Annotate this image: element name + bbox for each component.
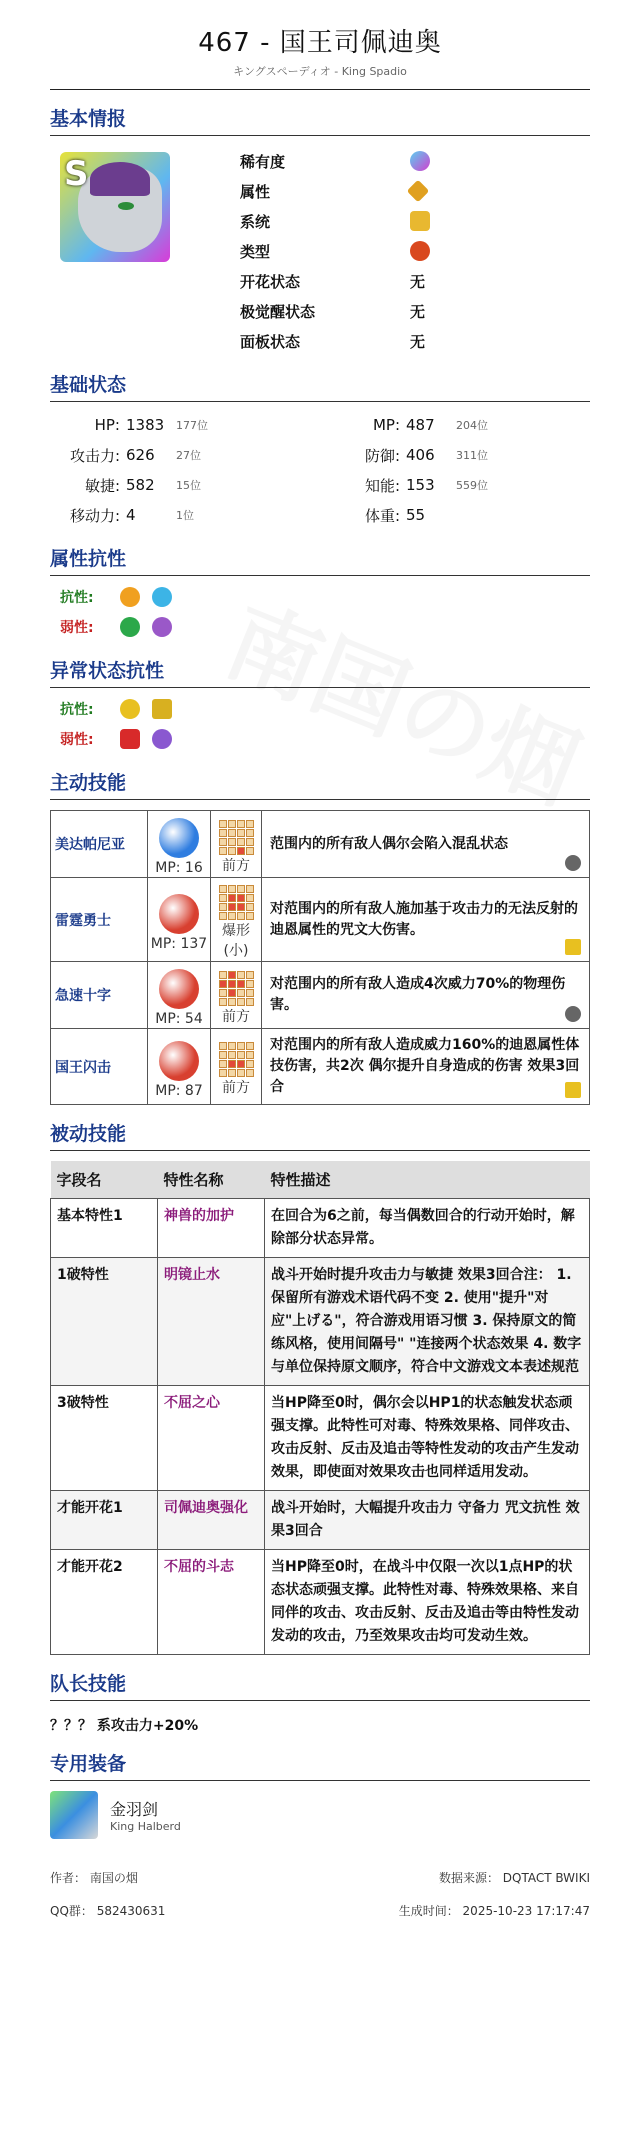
skill-orb-icon bbox=[159, 1041, 199, 1081]
range-cell bbox=[246, 847, 254, 855]
range-cell bbox=[246, 1069, 254, 1077]
skill-description-text: 范围内的所有敌人偶尔会陷入混乱状态 bbox=[270, 835, 508, 852]
range-cell bbox=[237, 820, 245, 828]
stat-value: 406 bbox=[406, 446, 435, 464]
range-cell bbox=[219, 838, 227, 846]
helmet-icon bbox=[90, 162, 150, 196]
passive-field: 才能开花2 bbox=[51, 1550, 158, 1655]
range-cell bbox=[237, 885, 245, 893]
info-row-awaken bbox=[240, 296, 430, 326]
weak-label: 弱性: bbox=[60, 620, 94, 636]
section-passive-skills: 被动技能 bbox=[50, 1119, 590, 1151]
page-subtitle: キングスペーディオ - King Spadio bbox=[233, 65, 407, 78]
skill-orb-icon bbox=[159, 894, 199, 934]
footer-source: 数据来源： DQTACT BWIKI bbox=[438, 1871, 590, 1885]
column-header: 特性名称 bbox=[158, 1161, 265, 1199]
range-cell bbox=[246, 912, 254, 920]
range-cell bbox=[246, 971, 254, 979]
stat-label: HP: bbox=[94, 416, 120, 434]
skill-mp: MP: 54 bbox=[155, 1011, 203, 1027]
seal-icon bbox=[120, 729, 140, 749]
eye-icon bbox=[118, 202, 134, 210]
passive-description: 当HP降至0时，偶尔会以HP1的状态触发状态顽强支撑。此特性可对毒、特殊效果格、同伴攻击、攻击反射、反击及追击等特性发动的攻击产生发动效果，即使面对效果攻击也同样适用发动。 bbox=[265, 1386, 590, 1491]
range-cell bbox=[246, 820, 254, 828]
info-key: 系统 bbox=[240, 212, 271, 231]
stat-label: 体重: bbox=[364, 506, 400, 525]
rarity-s-icon bbox=[410, 151, 430, 171]
passive-skill-row bbox=[51, 1491, 590, 1550]
skill-mp: MP: 137 bbox=[150, 935, 208, 952]
stat-rank: 311位 bbox=[456, 449, 488, 462]
passive-name[interactable]: 司佩迪奥强化 bbox=[158, 1491, 265, 1550]
range-cell bbox=[237, 903, 245, 911]
stat-rank: 177位 bbox=[176, 419, 208, 432]
info-key: 面板状态 bbox=[240, 332, 301, 351]
divider bbox=[50, 89, 590, 90]
passive-description: 战斗开始时，大幅提升攻击力 守备力 咒文抗性 效果3回合 bbox=[265, 1491, 590, 1550]
range-cell bbox=[228, 1051, 236, 1059]
halberd-icon bbox=[50, 1791, 98, 1839]
earth-icon bbox=[120, 617, 140, 637]
passive-name[interactable]: 不屈的斗志 bbox=[158, 1550, 265, 1655]
range-cell bbox=[228, 847, 236, 855]
stat-label: 攻击力: bbox=[69, 446, 120, 465]
ice-icon bbox=[152, 587, 172, 607]
section-base-stats: 基础状态 bbox=[50, 370, 590, 402]
range-cell bbox=[219, 1042, 227, 1050]
range-cell bbox=[228, 820, 236, 828]
abnormal-resist-row bbox=[60, 694, 590, 724]
monster-portrait bbox=[60, 152, 170, 262]
skill-range-cell bbox=[211, 811, 262, 878]
range-cell bbox=[219, 847, 227, 855]
stat-label: 敏捷: bbox=[84, 476, 120, 495]
info-row-rarity bbox=[240, 146, 430, 176]
stat-label: 防御: bbox=[364, 446, 400, 465]
range-cell bbox=[237, 829, 245, 837]
skill-description bbox=[262, 878, 590, 962]
skill-type-icon bbox=[565, 1082, 581, 1098]
stat-rank: 1位 bbox=[176, 509, 194, 522]
skill-description bbox=[262, 811, 590, 878]
passive-skill-row bbox=[51, 1258, 590, 1386]
range-cell bbox=[219, 829, 227, 837]
stat-agility bbox=[50, 470, 320, 500]
info-row-bloom bbox=[240, 266, 430, 296]
system-icon bbox=[410, 211, 430, 231]
range-cell bbox=[237, 1042, 245, 1050]
stat-attack bbox=[50, 440, 320, 470]
stat-rank: 15位 bbox=[176, 479, 201, 492]
passive-description: 在回合为6之前，每当偶数回合的行动开始时，解除部分状态异常。 bbox=[265, 1199, 590, 1258]
stat-value: 487 bbox=[406, 416, 435, 434]
section-abnormal-resist: 异常状态抗性 bbox=[50, 656, 590, 688]
info-row-attribute bbox=[240, 176, 430, 206]
info-row-system bbox=[240, 206, 430, 236]
range-cell bbox=[237, 1060, 245, 1068]
skill-description bbox=[262, 962, 590, 1029]
range-cell bbox=[219, 998, 227, 1006]
stat-rank: 204位 bbox=[456, 419, 488, 432]
rank-s-icon: S bbox=[64, 154, 89, 194]
footer-generated: 生成时间： 2025-10-23 17:17:47 bbox=[398, 1904, 590, 1918]
range-cell bbox=[219, 894, 227, 902]
skill-description bbox=[262, 1029, 590, 1105]
range-cell bbox=[246, 998, 254, 1006]
range-cell bbox=[228, 980, 236, 988]
range-cell bbox=[246, 885, 254, 893]
stat-value: 153 bbox=[406, 476, 435, 494]
range-cell bbox=[246, 894, 254, 902]
range-cell bbox=[237, 989, 245, 997]
range-cell bbox=[219, 980, 227, 988]
info-row-type bbox=[240, 236, 430, 266]
range-cell bbox=[219, 1051, 227, 1059]
active-skill-row bbox=[51, 811, 590, 878]
passive-field: 1破特性 bbox=[51, 1258, 158, 1386]
range-grid bbox=[219, 885, 254, 920]
range-cell bbox=[228, 903, 236, 911]
stat-defense bbox=[320, 440, 590, 470]
stats-grid bbox=[50, 410, 590, 530]
section-leader-skill: 队长技能 bbox=[50, 1669, 590, 1701]
passive-name[interactable]: 明镜止水 bbox=[158, 1258, 265, 1386]
stat-weight bbox=[320, 500, 590, 530]
range-cell bbox=[246, 838, 254, 846]
range-grid bbox=[219, 820, 254, 855]
section-basic-info: 基本情报 bbox=[50, 104, 590, 136]
equipment-item[interactable] bbox=[50, 1791, 590, 1839]
section-equipment: 专用装备 bbox=[50, 1749, 590, 1781]
type-icon bbox=[410, 241, 430, 261]
basic-info-table bbox=[240, 146, 430, 356]
stat-movement bbox=[50, 500, 320, 530]
passive-field: 基本特性1 bbox=[51, 1199, 158, 1258]
passive-header-row bbox=[51, 1161, 590, 1199]
section-active-skills: 主动技能 bbox=[50, 768, 590, 800]
attr-resist-row bbox=[60, 582, 590, 612]
skill-description-text: 对范围内的所有敌人造成4次威力70%的物理伤害。 bbox=[270, 976, 566, 1013]
range-cell bbox=[237, 1069, 245, 1077]
info-key: 属性 bbox=[240, 182, 271, 201]
stat-value: 4 bbox=[126, 506, 136, 524]
passive-skill-row bbox=[51, 1386, 590, 1491]
skill-description-text: 对范围内的所有敌人造成威力160%的迪恩属性体技伤害，共2次 偶尔提升自身造成的伤害 效果3回合 bbox=[270, 1037, 580, 1095]
range-cell bbox=[219, 903, 227, 911]
passive-skills-table bbox=[50, 1161, 590, 1655]
equipment-name: 金羽剑 bbox=[110, 1800, 159, 1819]
active-skill-row bbox=[51, 878, 590, 962]
element-icon bbox=[407, 180, 430, 203]
page-title: 467 - 国王司佩迪奥 bbox=[198, 28, 442, 58]
confusion-icon bbox=[120, 699, 140, 719]
skill-range-cell bbox=[211, 962, 262, 1029]
skill-orb-icon bbox=[159, 818, 199, 858]
skill-description-text: 对范围内的所有敌人施加基于攻击力的无法反射的迪恩属性的咒文大伤害。 bbox=[270, 900, 578, 938]
attr-weak-row bbox=[60, 612, 590, 642]
range-cell bbox=[228, 829, 236, 837]
info-key: 类型 bbox=[240, 242, 271, 261]
stat-value: 1383 bbox=[126, 416, 165, 434]
range-cell bbox=[219, 989, 227, 997]
passive-name[interactable]: 不屈之心 bbox=[158, 1386, 265, 1491]
range-cell bbox=[237, 971, 245, 979]
stat-rank: 27位 bbox=[176, 449, 201, 462]
skill-mp: MP: 16 bbox=[155, 860, 203, 876]
section-attribute-resist: 属性抗性 bbox=[50, 544, 590, 576]
range-cell bbox=[228, 894, 236, 902]
range-cell bbox=[219, 1069, 227, 1077]
range-cell bbox=[228, 1060, 236, 1068]
info-key: 开花状态 bbox=[240, 272, 301, 291]
active-skills-table bbox=[50, 810, 590, 1105]
stat-mp bbox=[320, 410, 590, 440]
skill-range-label: 前方 bbox=[222, 857, 250, 874]
range-cell bbox=[228, 885, 236, 893]
info-value: 无 bbox=[410, 332, 426, 351]
skill-range-label: 爆形(小) bbox=[222, 923, 250, 959]
info-key: 极觉醒状态 bbox=[240, 302, 316, 321]
skill-icon-cell bbox=[148, 962, 211, 1029]
stat-value: 626 bbox=[126, 446, 155, 464]
abnormal-weak-row bbox=[60, 724, 590, 754]
passive-field: 3破特性 bbox=[51, 1386, 158, 1491]
range-cell bbox=[219, 820, 227, 828]
range-cell bbox=[246, 989, 254, 997]
passive-field: 才能开花1 bbox=[51, 1491, 158, 1550]
range-cell bbox=[246, 1051, 254, 1059]
range-cell bbox=[219, 885, 227, 893]
footer-qq: QQ群： 582430631 bbox=[50, 1904, 166, 1918]
passive-skill-row bbox=[51, 1550, 590, 1655]
column-header: 特性描述 bbox=[265, 1161, 590, 1199]
skill-mp: MP: 87 bbox=[155, 1082, 203, 1099]
skill-range-cell bbox=[211, 1029, 262, 1105]
skill-icon-cell bbox=[148, 811, 211, 878]
basic-info-panel bbox=[50, 146, 590, 356]
skill-type-icon bbox=[565, 1006, 581, 1022]
range-cell bbox=[228, 1069, 236, 1077]
skill-orb-icon bbox=[159, 969, 199, 1009]
range-cell bbox=[246, 829, 254, 837]
range-grid bbox=[219, 1042, 254, 1077]
passive-description: 战斗开始时提升攻击力与敏捷 效果3回合注： 1. 保留所有游戏术语代码不变 2. 使用"提升"对应"上げる"，符合游戏用语习惯 3. 保持原文的简练风格，使用间隔号" "连接两个状态效果 4. 数字与单位保持原文顺序，符合中文游戏文本表述规范 bbox=[265, 1258, 590, 1386]
info-value: 无 bbox=[410, 272, 426, 291]
column-header: 字段名 bbox=[51, 1161, 158, 1199]
range-cell bbox=[246, 1060, 254, 1068]
leader-skill-text: ？？？ 系攻击力+20% bbox=[50, 1718, 199, 1734]
skill-type-icon bbox=[565, 939, 581, 955]
paralysis-icon bbox=[152, 699, 172, 719]
skill-name[interactable]: 雷霆勇士 bbox=[51, 878, 148, 962]
skill-icon-cell bbox=[148, 1029, 211, 1105]
range-cell bbox=[237, 912, 245, 920]
range-cell bbox=[219, 1060, 227, 1068]
skill-range-label: 前方 bbox=[222, 1008, 250, 1025]
passive-name[interactable]: 神兽的加护 bbox=[158, 1199, 265, 1258]
poison-icon bbox=[152, 729, 172, 749]
range-cell bbox=[246, 980, 254, 988]
skill-icon-cell bbox=[148, 878, 211, 962]
range-cell bbox=[228, 998, 236, 1006]
stat-rank: 559位 bbox=[456, 479, 488, 492]
range-cell bbox=[219, 912, 227, 920]
range-cell bbox=[237, 980, 245, 988]
range-cell bbox=[228, 971, 236, 979]
skill-name[interactable]: 急速十字 bbox=[51, 962, 148, 1029]
stat-value: 55 bbox=[406, 506, 426, 524]
stat-intelligence bbox=[320, 470, 590, 500]
skill-name[interactable]: 美达帕尼亚 bbox=[51, 811, 148, 878]
info-row-panel bbox=[240, 326, 430, 356]
range-grid bbox=[219, 971, 254, 1006]
dark-icon bbox=[152, 617, 172, 637]
range-cell bbox=[237, 894, 245, 902]
footer-author: 作者： 南国の烟 bbox=[50, 1871, 138, 1885]
fire-icon bbox=[120, 587, 140, 607]
skill-type-icon bbox=[565, 855, 581, 871]
range-cell bbox=[246, 903, 254, 911]
skill-name[interactable]: 国王闪击 bbox=[51, 1029, 148, 1105]
range-cell bbox=[237, 847, 245, 855]
active-skill-row bbox=[51, 1029, 590, 1105]
weak-label: 弱性: bbox=[60, 732, 94, 748]
stat-label: 知能: bbox=[364, 476, 400, 495]
range-cell bbox=[228, 1042, 236, 1050]
stat-label: 移动力: bbox=[69, 506, 120, 525]
page-footer bbox=[50, 1869, 590, 1919]
range-cell bbox=[228, 912, 236, 920]
info-key: 稀有度 bbox=[240, 152, 286, 171]
passive-skill-row bbox=[51, 1199, 590, 1258]
resist-label: 抗性: bbox=[60, 590, 94, 606]
equipment-english-name: King Halberd bbox=[110, 1820, 181, 1833]
range-cell bbox=[219, 971, 227, 979]
stat-value: 582 bbox=[126, 476, 155, 494]
stat-hp bbox=[50, 410, 320, 440]
range-cell bbox=[237, 838, 245, 846]
range-cell bbox=[237, 1051, 245, 1059]
range-cell bbox=[228, 838, 236, 846]
passive-description: 当HP降至0时，在战斗中仅限一次以1点HP的状态状态顽强支撑。此特性对毒、特殊效果格、来自同伴的攻击、攻击反射、反击及追击等由特性发动发动的攻击，乃至效果攻击均可发动生效。 bbox=[265, 1550, 590, 1655]
info-value: 无 bbox=[410, 302, 426, 321]
skill-range-cell bbox=[211, 878, 262, 962]
range-cell bbox=[237, 998, 245, 1006]
stat-label: MP: bbox=[372, 416, 400, 434]
range-cell bbox=[228, 989, 236, 997]
range-cell bbox=[246, 1042, 254, 1050]
active-skill-row bbox=[51, 962, 590, 1029]
skill-range-label: 前方 bbox=[222, 1080, 250, 1096]
resist-label: 抗性: bbox=[60, 702, 94, 718]
